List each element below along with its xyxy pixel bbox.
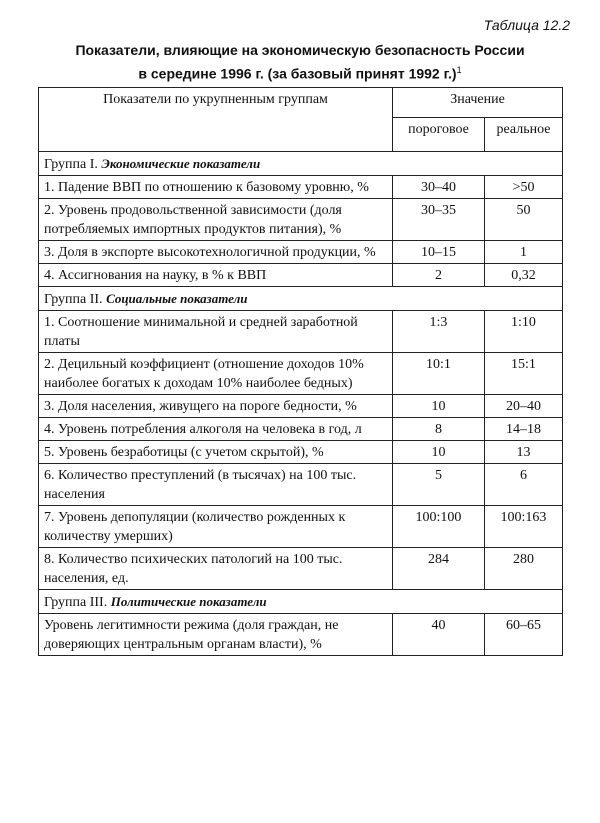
caption-line-2-text: в середине 1996 г. (за базовый принят 1992 г.) [138, 65, 457, 82]
table-row [39, 506, 563, 548]
row-real-value: 280 [485, 548, 563, 590]
table-row [39, 441, 563, 464]
row-label: 1. Падение ВВП по отношению к базовому уровню, % [39, 176, 393, 199]
row-threshold-value: 284 [393, 548, 485, 590]
row-threshold-value: 10 [393, 395, 485, 418]
table-header [39, 88, 563, 152]
row-real-value: 1:10 [485, 311, 563, 353]
table-row [39, 311, 563, 353]
group-header-cell [39, 287, 563, 311]
table-row [39, 614, 563, 656]
row-threshold-value: 8 [393, 418, 485, 441]
row-label: 1. Соотношение минимальной и средней заработной платы [39, 311, 393, 353]
caption-line-1: Показатели, влияющие на экономическую безопасность России [75, 42, 525, 58]
row-real-value: 14–18 [485, 418, 563, 441]
row-real-value: 20–40 [485, 395, 563, 418]
header-indicators: Показатели по укрупненным группам [39, 88, 393, 152]
table-row [39, 418, 563, 441]
row-real-value: 6 [485, 464, 563, 506]
table-caption [30, 40, 570, 84]
row-real-value: 15:1 [485, 353, 563, 395]
row-threshold-value: 100:100 [393, 506, 485, 548]
row-threshold-value: 30–35 [393, 199, 485, 241]
header-real: реальное [485, 118, 563, 152]
table-row [39, 548, 563, 590]
row-threshold-value: 10 [393, 441, 485, 464]
row-threshold-value: 5 [393, 464, 485, 506]
group-name: Политические показатели [110, 594, 267, 609]
group-name: Экономические показатели [101, 156, 261, 171]
row-label: 4. Ассигнования на науку, в % к ВВП [39, 264, 393, 287]
table-row [39, 395, 563, 418]
table-row [39, 176, 563, 199]
row-real-value: 13 [485, 441, 563, 464]
row-threshold-value: 30–40 [393, 176, 485, 199]
row-real-value: 60–65 [485, 614, 563, 656]
row-threshold-value: 1:3 [393, 311, 485, 353]
row-real-value: 100:163 [485, 506, 563, 548]
caption-line-2 [30, 60, 570, 84]
row-threshold-value: 2 [393, 264, 485, 287]
row-label: 8. Количество психических патологий на 100 тыс. населения, ед. [39, 548, 393, 590]
indicators-table [38, 87, 563, 656]
row-label: 5. Уровень безработицы (с учетом скрытой), % [39, 441, 393, 464]
footnote-mark: 1 [456, 65, 462, 75]
row-label: 2. Уровень продовольственной зависимости (доля потребляемых импортных продуктов питания), % [39, 199, 393, 241]
row-label: 6. Количество преступлений (в тысячах) на 100 тыс. населения [39, 464, 393, 506]
table-body [39, 152, 563, 656]
row-real-value: 0,32 [485, 264, 563, 287]
row-threshold-value: 10–15 [393, 241, 485, 264]
row-real-value: 50 [485, 199, 563, 241]
header-value: Значение [393, 88, 563, 118]
table-number: Таблица 12.2 [483, 17, 570, 33]
group-prefix: Группа III. [44, 595, 111, 610]
row-label: 3. Доля в экспорте высокотехнологичной продукции, % [39, 241, 393, 264]
row-label: 2. Децильный коэффициент (отношение доходов 10% наиболее богатых к доходам 10% наиболее бедных) [39, 353, 393, 395]
group-header-cell [39, 590, 563, 614]
row-real-value: >50 [485, 176, 563, 199]
table-row [39, 199, 563, 241]
group-prefix: Группа II. [44, 292, 107, 307]
group-row [39, 152, 563, 176]
row-threshold-value: 10:1 [393, 353, 485, 395]
table-row [39, 353, 563, 395]
row-threshold-value: 40 [393, 614, 485, 656]
row-label: Уровень легитимности режима (доля граждан, не доверяющих центральным органам власти), % [39, 614, 393, 656]
header-threshold: пороговое [393, 118, 485, 152]
group-name: Социальные показатели [106, 291, 248, 306]
table-row [39, 464, 563, 506]
row-label: 7. Уровень депопуляции (количество рожденных к количеству умерших) [39, 506, 393, 548]
group-prefix: Группа I. [44, 157, 102, 172]
table-row [39, 264, 563, 287]
group-row [39, 287, 563, 311]
row-label: 4. Уровень потребления алкоголя на человека в год, л [39, 418, 393, 441]
row-real-value: 1 [485, 241, 563, 264]
table-row [39, 241, 563, 264]
group-row [39, 590, 563, 614]
row-label: 3. Доля населения, живущего на пороге бедности, % [39, 395, 393, 418]
group-header-cell [39, 152, 563, 176]
